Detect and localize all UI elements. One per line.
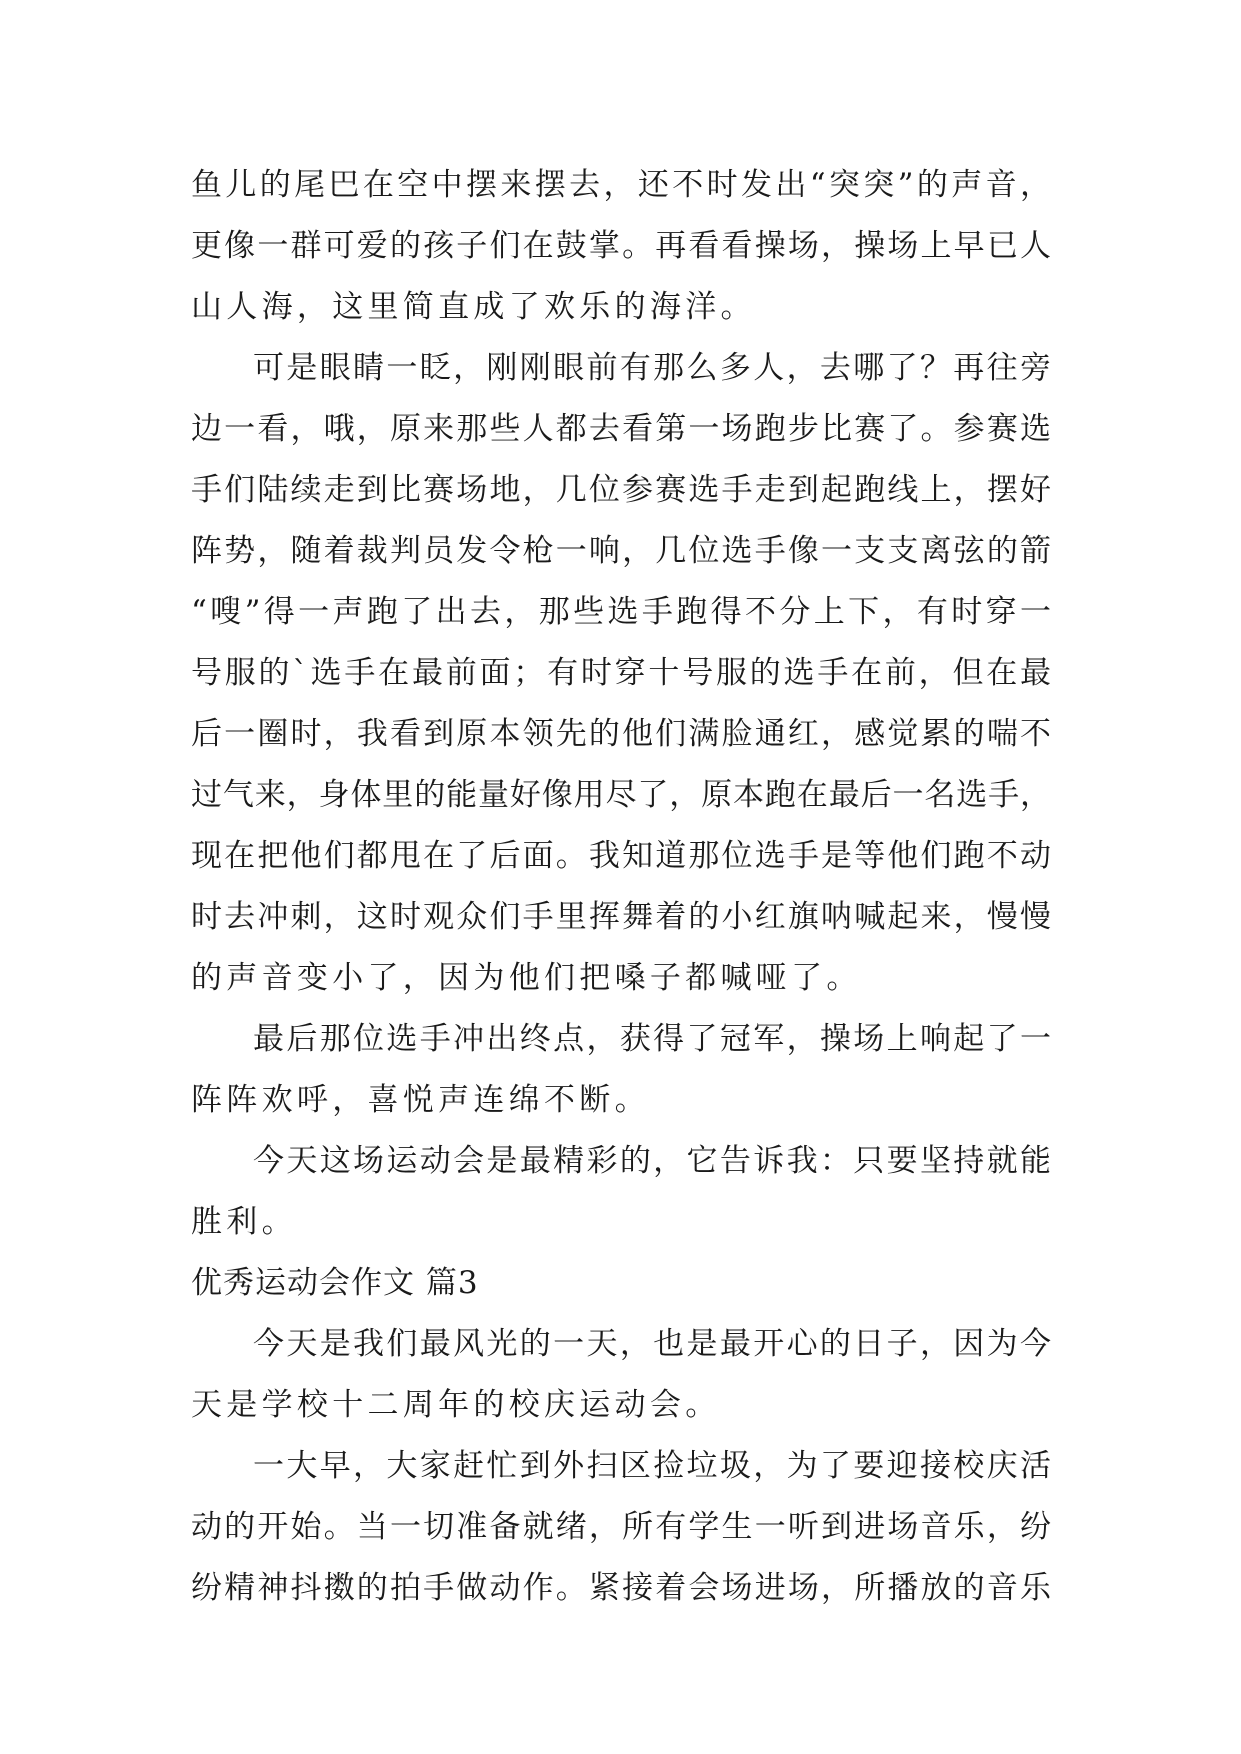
- text-line: 胜利。: [191, 1204, 297, 1240]
- paragraph-6: [191, 1436, 1051, 1619]
- paragraph-1: [191, 155, 1051, 338]
- text-line: 过气来，身体里的能量好像用尽了，原本跑在最后一名选手，: [191, 777, 1051, 813]
- text-line: 号服的`选手在最前面；有时穿十号服的选手在前，但在最: [191, 655, 1051, 691]
- text-line: “嗖”得一声跑了出去，那些选手跑得不分上下，有时穿一: [191, 594, 1051, 630]
- text-line: 后一圈时，我看到原本领先的他们满脸通红，感觉累的喘不: [191, 716, 1051, 752]
- text-line: 边一看，哦，原来那些人都去看第一场跑步比赛了。参赛选: [191, 411, 1051, 447]
- text-line: 的声音变小了，因为他们把嗓子都喊哑了。: [191, 960, 862, 996]
- paragraph-3: [191, 1009, 1051, 1131]
- section-heading: 优秀运动会作文 篇3: [191, 1265, 479, 1301]
- text-line: 山人海，这里简直成了欢乐的海洋。: [191, 289, 756, 325]
- text-line: 时去冲刺，这时观众们手里挥舞着的小红旗呐喊起来，慢慢: [191, 899, 1051, 935]
- paragraph-2: [191, 338, 1051, 1009]
- text-line: 阵势，随着裁判员发令枪一响，几位选手像一支支离弦的箭: [191, 533, 1051, 569]
- text-line: 现在把他们都甩在了后面。我知道那位选手是等他们跑不动: [191, 838, 1051, 874]
- text-line: 阵阵欢呼，喜悦声连绵不断。: [191, 1082, 650, 1118]
- text-line: 一大早，大家赶忙到外扫区捡垃圾，为了要迎接校庆活: [253, 1448, 1051, 1484]
- text-line: 动的开始。当一切准备就绪，所有学生一听到进场音乐，纷: [191, 1509, 1051, 1545]
- text-line: 今天是我们最风光的一天，也是最开心的日子，因为今: [253, 1326, 1051, 1362]
- text-line: 可是眼睛一眨，刚刚眼前有那么多人，去哪了？再往旁: [253, 350, 1051, 386]
- text-line: 今天这场运动会是最精彩的，它告诉我：只要坚持就能: [253, 1143, 1051, 1179]
- text-line: 天是学校十二周年的校庆运动会。: [191, 1387, 721, 1423]
- text-line: 鱼儿的尾巴在空中摆来摆去，还不时发出“突突”的声音，: [191, 167, 1051, 203]
- text-line: 更像一群可爱的孩子们在鼓掌。再看看操场，操场上早已人: [191, 228, 1051, 264]
- document-page: [191, 155, 1051, 1619]
- text-line: 手们陆续走到比赛场地，几位参赛选手走到起跑线上，摆好: [191, 472, 1051, 508]
- paragraph-5: [191, 1314, 1051, 1436]
- text-line: 纷精神抖擞的拍手做动作。紧接着会场进场，所播放的音乐: [191, 1570, 1051, 1606]
- text-line: 最后那位选手冲出终点，获得了冠军，操场上响起了一: [253, 1021, 1051, 1057]
- paragraph-4: [191, 1131, 1051, 1253]
